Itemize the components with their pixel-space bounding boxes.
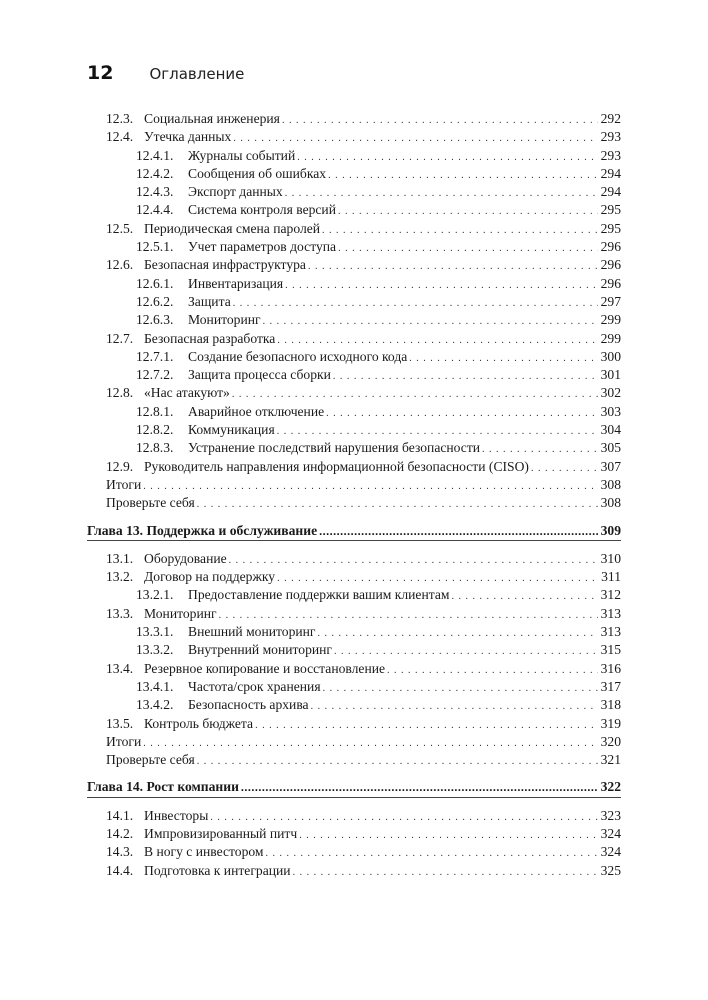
toc-entry-page: 304 — [600, 422, 621, 438]
toc-entry-page: 312 — [600, 587, 621, 603]
toc-entry[interactable] — [0, 550, 708, 568]
toc-entry-number: 13.1. — [106, 550, 134, 566]
toc-entry-page: 315 — [600, 642, 621, 658]
toc-entry-label — [188, 293, 621, 313]
toc-entry-title: Частота/срок хранения — [188, 678, 321, 694]
toc-entry-page: 313 — [600, 624, 621, 640]
toc-chapter-entry[interactable] — [0, 778, 708, 796]
toc-entry-title: Итоги — [106, 476, 142, 492]
toc-entry-label — [188, 421, 621, 441]
toc-entry-label — [188, 147, 621, 167]
toc-entry[interactable] — [0, 293, 708, 311]
toc-entry[interactable] — [0, 715, 708, 733]
toc-entry-page: 296 — [600, 239, 621, 255]
toc-entry-title: Создание безопасного исходного кода — [188, 348, 408, 364]
toc-entry-label — [106, 733, 621, 753]
toc-entry[interactable] — [0, 623, 708, 641]
toc-entry-number: 12.6.3. — [136, 312, 174, 328]
toc-entry-title: Социальная инженерия — [144, 111, 280, 126]
toc-entry[interactable] — [0, 825, 708, 843]
page-header — [87, 62, 244, 84]
toc-entry-label — [106, 751, 621, 771]
toc-entry-page: 295 — [600, 220, 621, 236]
toc-entry-page: 299 — [600, 312, 621, 328]
toc-entry-number: 12.4.2. — [136, 165, 174, 181]
toc-entry-title: Сообщения об ошибках — [188, 165, 327, 181]
toc-entry[interactable] — [0, 403, 708, 421]
toc-entry[interactable] — [0, 128, 708, 146]
toc-entry-page: 310 — [600, 550, 621, 566]
toc-entry-label — [188, 366, 621, 386]
toc-entry-page: 309 — [600, 522, 621, 538]
toc-entry-number: 13.3.1. — [136, 624, 174, 640]
toc-entry-label — [87, 778, 621, 796]
toc-entry-label — [144, 110, 621, 130]
toc-entry-title: Оборудование — [144, 550, 227, 566]
toc-entry-title: Журналы событий — [188, 147, 296, 163]
toc-entry-title: Экспорт данных — [188, 184, 283, 200]
divider — [87, 797, 621, 798]
toc-entry-number: 12.5.1. — [136, 239, 174, 255]
toc-entry-label — [144, 807, 621, 827]
toc-entry-label — [144, 605, 621, 625]
toc-entry-number: 12.6.1. — [136, 275, 174, 291]
toc-entry-number: 13.3.2. — [136, 642, 174, 658]
toc-entry-page: 324 — [600, 825, 621, 841]
toc-entry-label — [188, 275, 621, 295]
toc-entry-number: 12.6. — [106, 257, 134, 273]
toc-entry-label — [188, 641, 621, 661]
toc-entry-title: Внешний мониторинг — [188, 624, 316, 640]
toc-entry[interactable] — [0, 862, 708, 880]
toc-chapter-entry[interactable] — [0, 522, 708, 540]
toc-entry[interactable] — [0, 696, 708, 714]
toc-entry-number: 13.4.2. — [136, 697, 174, 713]
toc-entry[interactable] — [0, 494, 708, 512]
toc-entry-label — [188, 348, 621, 368]
toc-entry-number: 12.6.2. — [136, 293, 174, 309]
toc-entry-title: Система контроля версий — [188, 202, 336, 218]
toc-entry-title: Инвентаризация — [188, 275, 284, 291]
toc-entry-page: 294 — [600, 184, 621, 200]
toc-entry-title: Итоги — [106, 733, 142, 749]
dot-leader — [241, 778, 598, 796]
toc-entry-title: Устранение последствий нарушения безопасности — [188, 440, 481, 456]
toc-entry-label — [188, 403, 621, 423]
toc-entry-label — [144, 458, 621, 478]
toc-entry-title: Руководитель направления информационной безопасности (CISO) — [144, 458, 529, 474]
toc-entry-number: 13.4.1. — [136, 678, 174, 694]
toc-entry-number: 12.7. — [106, 330, 134, 346]
toc-entry-title: Аварийное отключение — [188, 403, 325, 419]
toc-entry-page: 299 — [600, 330, 621, 346]
toc-entry[interactable] — [0, 147, 708, 165]
toc-entry-title: Мониторинг — [188, 312, 261, 328]
toc-entry-page: 303 — [600, 403, 621, 419]
toc-entry-label — [144, 128, 621, 148]
toc-entry[interactable] — [0, 678, 708, 696]
page-number: 12 — [87, 62, 114, 84]
toc-entry-label — [106, 494, 621, 514]
toc-entry-page: 325 — [600, 862, 621, 878]
toc-entry[interactable] — [0, 807, 708, 825]
toc-entry-page: 296 — [600, 257, 621, 273]
toc-entry-page: 305 — [600, 440, 621, 456]
dot-leader — [293, 864, 598, 882]
toc-entry-page: 324 — [600, 844, 621, 860]
toc-entry-page: 302 — [600, 385, 621, 401]
toc-entry-number: 13.2. — [106, 569, 134, 585]
toc-entry-page: 295 — [600, 202, 621, 218]
dot-leader — [319, 522, 598, 540]
toc-entry-page: 293 — [600, 129, 621, 145]
toc-entry-title: Внутренний мониторинг — [188, 642, 333, 658]
toc-entry-title: Коммуникация — [188, 422, 275, 438]
toc-entry[interactable] — [0, 586, 708, 604]
toc-entry-number: 12.8.1. — [136, 403, 174, 419]
toc-entry-number: 12.3. — [106, 111, 134, 126]
toc-entry-page: 296 — [600, 275, 621, 291]
toc-entry-title: Глава 13. Поддержка и обслуживание — [87, 522, 318, 538]
toc-entry-page: 321 — [600, 752, 621, 768]
toc-entry-number: 12.4.4. — [136, 202, 174, 218]
toc-entry-title: Защита — [188, 293, 231, 309]
toc-entry-page: 320 — [600, 733, 621, 749]
toc-entry-number: 12.8.3. — [136, 440, 174, 456]
toc-entry-title: Проверьте себя — [106, 752, 195, 768]
dot-leader — [197, 496, 598, 514]
toc-entry-page: 294 — [600, 165, 621, 181]
divider — [87, 540, 621, 541]
toc-entry-number: 12.4.1. — [136, 147, 174, 163]
toc-entry-title: Импровизированный питч — [144, 825, 298, 841]
toc-entry-label — [144, 220, 621, 240]
toc-entry[interactable] — [0, 843, 708, 861]
toc-entry[interactable] — [0, 366, 708, 384]
toc-entry-label — [144, 330, 621, 350]
toc-entry-title: Глава 14. Рост компании — [87, 779, 239, 795]
toc-entry-number: 12.4.3. — [136, 184, 174, 200]
toc-entry-title: В ногу с инвестором — [144, 844, 264, 860]
toc-entry-number: 14.2. — [106, 825, 134, 841]
toc-entry-page: 308 — [600, 495, 621, 511]
toc-entry-title: Безопасная инфраструктура — [144, 257, 306, 273]
toc-entry-number: 12.5. — [106, 220, 134, 236]
toc-entry-page: 300 — [600, 348, 621, 364]
toc-entry-label — [144, 660, 621, 680]
toc-entry-title: Резервное копирование и восстановление — [144, 660, 386, 676]
toc-entry-label — [144, 550, 621, 570]
toc-entry-title: Договор на поддержку — [144, 569, 276, 585]
dot-leader — [197, 753, 598, 771]
toc-entry-title: «Нас атакуют» — [144, 385, 230, 401]
toc-entry-label — [144, 843, 621, 863]
toc-entry[interactable] — [0, 348, 708, 366]
toc-entry-number: 13.3. — [106, 605, 134, 621]
toc-entry[interactable] — [0, 733, 708, 751]
toc-entry-label — [188, 165, 621, 185]
toc-entry-page: 318 — [600, 697, 621, 713]
toc-entry-number: 13.2.1. — [136, 587, 174, 603]
toc-entry-title: Подготовка к интеграции — [144, 862, 291, 878]
toc-entry-page: 292 — [600, 111, 621, 126]
toc-entry-label — [144, 715, 621, 735]
toc-entry-number: 13.5. — [106, 715, 134, 731]
toc-entry-label — [188, 586, 621, 606]
toc-entry-title: Проверьте себя — [106, 495, 195, 511]
toc-entry-page: 317 — [600, 678, 621, 694]
table-of-contents — [0, 110, 708, 880]
toc-entry-label — [106, 476, 621, 496]
toc-entry-label — [144, 568, 621, 588]
running-head: Оглавление — [149, 65, 245, 83]
toc-entry[interactable] — [0, 439, 708, 457]
toc-entry[interactable] — [0, 311, 708, 329]
toc-entry-number: 14.4. — [106, 862, 134, 878]
toc-entry[interactable] — [0, 384, 708, 402]
toc-entry[interactable] — [0, 476, 708, 494]
toc-entry-label — [188, 311, 621, 331]
toc-entry[interactable] — [0, 238, 708, 256]
toc-entry-title: Безопасная разработка — [144, 330, 276, 346]
toc-entry-page: 313 — [600, 605, 621, 621]
toc-entry-label — [144, 862, 621, 882]
toc-entry-title: Мониторинг — [144, 605, 217, 621]
toc-entry[interactable] — [0, 165, 708, 183]
toc-entry-label — [188, 201, 621, 221]
toc-entry-title: Контроль бюджета — [144, 715, 254, 731]
toc-entry-title: Учет параметров доступа — [188, 239, 337, 255]
toc-entry-number: 14.1. — [106, 807, 134, 823]
toc-entry-number: 13.4. — [106, 660, 134, 676]
toc-entry-page: 323 — [600, 807, 621, 823]
toc-entry-label — [188, 678, 621, 698]
toc-entry-title: Утечка данных — [144, 129, 232, 145]
toc-entry-page: 322 — [600, 779, 621, 795]
toc-entry-label — [188, 696, 621, 716]
toc-entry[interactable] — [0, 458, 708, 476]
toc-entry[interactable] — [0, 275, 708, 293]
toc-entry-number: 12.9. — [106, 458, 134, 474]
toc-entry[interactable] — [0, 605, 708, 623]
toc-entry[interactable] — [0, 201, 708, 219]
toc-entry[interactable] — [0, 110, 708, 128]
toc-entry-title: Периодическая смена паролей — [144, 220, 321, 236]
toc-entry-page: 297 — [600, 293, 621, 309]
toc-entry-label — [188, 183, 621, 203]
toc-entry-page: 311 — [601, 569, 621, 585]
toc-entry-number: 12.8.2. — [136, 422, 174, 438]
toc-entry[interactable] — [0, 256, 708, 274]
toc-entry-title: Безопасность архива — [188, 697, 309, 713]
toc-entry-label — [144, 384, 621, 404]
toc-entry[interactable] — [0, 751, 708, 769]
toc-entry-page: 319 — [600, 715, 621, 731]
toc-entry-label — [144, 256, 621, 276]
toc-entry-title: Предоставление поддержки вашим клиентам — [188, 587, 450, 603]
toc-entry-number: 12.4. — [106, 129, 134, 145]
toc-entry-page: 307 — [600, 458, 621, 474]
toc-entry-number: 12.7.2. — [136, 367, 174, 383]
toc-entry-label — [188, 623, 621, 643]
toc-entry-page: 301 — [600, 367, 621, 383]
toc-entry[interactable] — [0, 183, 708, 201]
toc-entry[interactable] — [0, 421, 708, 439]
toc-entry-page: 308 — [600, 476, 621, 492]
toc-entry[interactable] — [0, 220, 708, 238]
toc-entry[interactable] — [0, 568, 708, 586]
toc-entry-number: 14.3. — [106, 844, 134, 860]
toc-entry-page: 293 — [600, 147, 621, 163]
toc-entry-label — [188, 238, 621, 258]
toc-entry-label — [188, 439, 621, 459]
toc-entry-title: Инвесторы — [144, 807, 209, 823]
toc-entry[interactable] — [0, 330, 708, 348]
toc-entry-title: Защита процесса сборки — [188, 367, 331, 383]
toc-entry[interactable] — [0, 660, 708, 678]
toc-entry-number: 12.8. — [106, 385, 134, 401]
toc-entry[interactable] — [0, 641, 708, 659]
toc-entry-page: 316 — [600, 660, 621, 676]
toc-entry-number: 12.7.1. — [136, 348, 174, 364]
toc-entry-label — [144, 825, 621, 845]
toc-entry-label — [87, 522, 621, 540]
